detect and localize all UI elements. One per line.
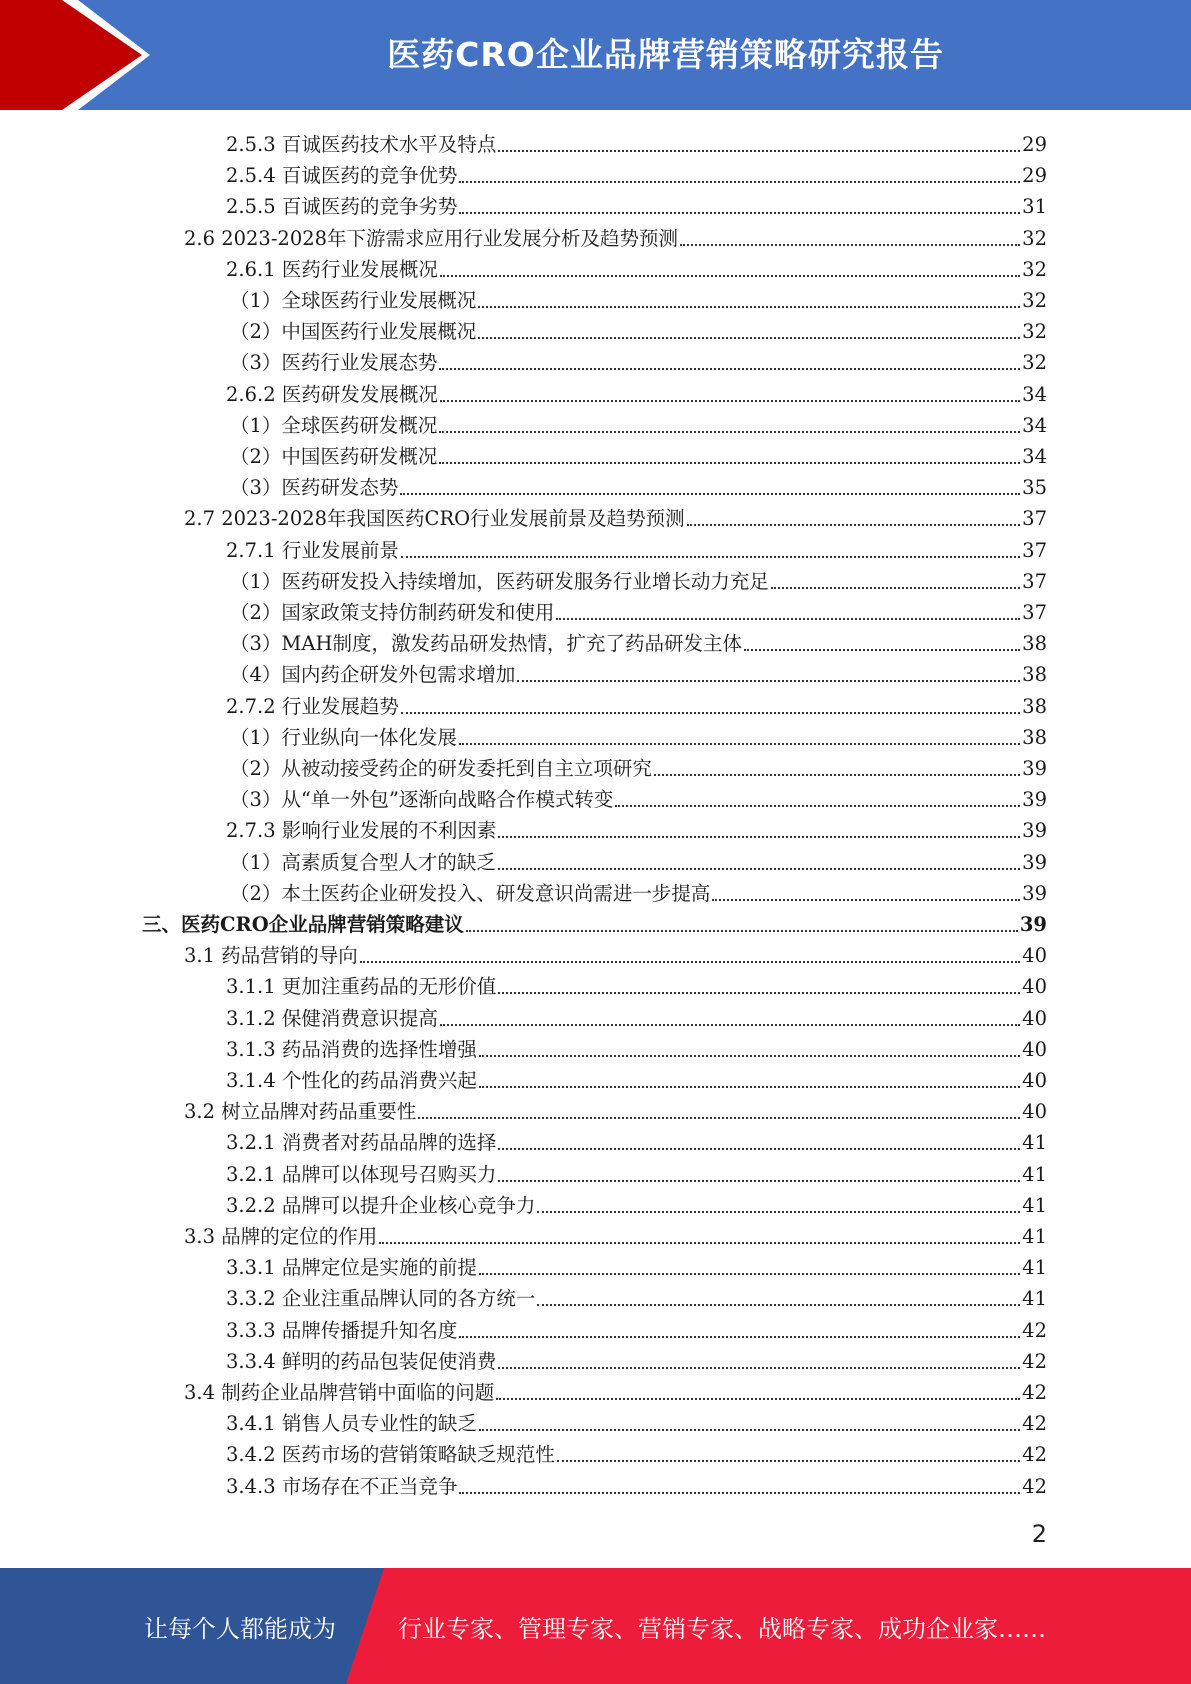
toc-entry[interactable] [226, 1156, 1047, 1187]
toc-entry[interactable] [226, 1468, 1047, 1499]
toc-entry-page: 38 [1022, 725, 1047, 749]
toc-entry[interactable] [226, 1031, 1047, 1062]
toc-entry[interactable] [230, 750, 1047, 781]
toc-dot-leader [556, 618, 1020, 620]
toc-entry-label: （3）从“单一外包”逐渐向战略合作模式转变 [230, 788, 614, 812]
toc-entry[interactable] [226, 968, 1047, 999]
toc-entry-label: （1）行业纵向一体化发展 [230, 725, 457, 749]
toc-entry[interactable] [230, 407, 1047, 438]
toc-dot-leader [498, 868, 1020, 870]
toc-entry-page: 40 [1022, 1006, 1047, 1030]
toc-entry-label: （1）高素质复合型人才的缺乏 [230, 850, 496, 874]
toc-dot-leader [440, 275, 1020, 277]
toc-dot-leader [498, 1180, 1020, 1182]
toc-entry-page: 34 [1022, 413, 1047, 437]
toc-entry-page: 40 [1022, 1069, 1047, 1092]
footer-slogan-right: 行业专家、管理专家、营销专家、战略专家、成功企业家…… [398, 1614, 1046, 1643]
toc-entry-page: 32 [1022, 351, 1047, 375]
toc-entry-label: 2.7.2 行业发展趋势 [226, 694, 399, 718]
toc-entry[interactable] [230, 594, 1047, 625]
page-header [0, 0, 1191, 110]
toc-entry[interactable] [184, 937, 1047, 968]
toc-entry[interactable] [184, 1218, 1047, 1249]
toc-entry-page: 40 [1022, 1037, 1047, 1061]
toc-entry[interactable] [226, 532, 1047, 563]
toc-entry-label: （3）医药行业发展态势 [230, 351, 438, 375]
toc-entry[interactable] [226, 1312, 1047, 1343]
toc-dot-leader [459, 1336, 1020, 1338]
page-footer [0, 1568, 1191, 1684]
toc-entry[interactable] [230, 563, 1047, 594]
toc-entry[interactable] [226, 1436, 1047, 1467]
toc-entry-page: 29 [1022, 133, 1047, 156]
toc-dot-leader [479, 1055, 1020, 1057]
toc-dot-leader [771, 587, 1020, 589]
toc-dot-leader [537, 1211, 1020, 1213]
toc-dot-leader [479, 1429, 1020, 1431]
toc-dot-leader [379, 1242, 1020, 1244]
toc-entry-page: 38 [1022, 632, 1047, 656]
toc-entry-label: 3.3.3 品牌传播提升知名度 [226, 1318, 458, 1342]
toc-entry-label: 3.1.1 更加注重药品的无形价值 [226, 975, 497, 999]
toc-entry-label: 2.5.4 百诚医药的竞争优势 [226, 164, 458, 188]
toc-entry-label: 3.1.4 个性化的药品消费兴起 [226, 1069, 477, 1092]
toc-entry-page: 34 [1022, 382, 1047, 406]
toc-entry-page: 42 [1022, 1474, 1047, 1498]
toc-entry-label: 2.5.5 百诚医药的竞争劣势 [226, 195, 458, 219]
toc-entry[interactable] [226, 251, 1047, 282]
toc-dot-leader [360, 961, 1020, 963]
toc-entry-label: 3.2.1 消费者对药品品牌的选择 [226, 1131, 497, 1155]
toc-entry[interactable] [230, 313, 1047, 344]
toc-dot-leader [496, 1398, 1020, 1400]
toc-entry[interactable] [226, 126, 1047, 157]
toc-entry-page: 39 [1022, 850, 1047, 874]
toc-entry-label: （2）中国医药行业发展概况 [230, 320, 477, 344]
toc-entry-label: 3.3.4 鲜明的药品包装促使消费 [226, 1349, 497, 1373]
toc-entry-page: 42 [1022, 1443, 1047, 1467]
toc-entry[interactable] [226, 812, 1047, 843]
toc-entry-page: 40 [1022, 1100, 1047, 1124]
toc-entry-label: 2.7.3 影响行业发展的不利因素 [226, 819, 497, 843]
toc-entry-page: 32 [1022, 226, 1047, 250]
toc-dot-leader [498, 992, 1020, 994]
toc-entry[interactable] [226, 1062, 1047, 1093]
toc-entry-page: 32 [1022, 289, 1047, 312]
toc-dot-leader [439, 431, 1020, 433]
toc-entry-page: 42 [1022, 1412, 1047, 1436]
toc-entry-label: （2）从被动接受药企的研发委托到自主立项研究 [230, 757, 652, 780]
toc-entry[interactable] [184, 220, 1047, 251]
toc-dot-leader [615, 805, 1020, 807]
toc-entry-label: 2.6.1 医药行业发展概况 [226, 257, 438, 281]
toc-entry[interactable] [230, 875, 1047, 906]
toc-entry[interactable] [226, 1405, 1047, 1436]
toc-entry-page: 41 [1022, 1225, 1047, 1248]
toc-entry[interactable] [142, 906, 1047, 937]
toc-dot-leader [440, 1024, 1020, 1026]
toc-entry-label: （2）中国医药研发概况 [230, 445, 438, 468]
toc-entry-label: 3.3.1 品牌定位是实施的前提 [226, 1256, 477, 1280]
toc-entry[interactable] [230, 844, 1047, 875]
toc-entry-page: 39 [1022, 788, 1047, 812]
toc-entry-label: 2.7 2023-2028年我国医药CRO行业发展前景及趋势预测 [184, 507, 685, 531]
toc-entry[interactable] [226, 688, 1047, 719]
toc-entry-page: 41 [1022, 1256, 1047, 1280]
toc-entry-page: 39 [1019, 913, 1047, 936]
toc-entry-page: 35 [1022, 476, 1047, 500]
toc-entry[interactable] [226, 157, 1047, 188]
toc-entry[interactable] [184, 500, 1047, 531]
toc-entry-page: 41 [1022, 1193, 1047, 1217]
toc-entry[interactable] [226, 1124, 1047, 1155]
toc-dot-leader [498, 1148, 1020, 1150]
toc-dot-leader [557, 1460, 1020, 1462]
toc-entry-label: 3.4.3 市场存在不正当竞争 [226, 1474, 458, 1498]
toc-dot-leader [401, 556, 1020, 558]
toc-entry-page: 34 [1022, 445, 1047, 468]
toc-entry-page: 37 [1022, 538, 1047, 562]
toc-entry-label: 3.2.1 品牌可以体现号召购买力 [226, 1162, 497, 1186]
toc-entry-label: 3.3.2 企业注重品牌认同的各方统一 [226, 1287, 536, 1311]
toc-entry-page: 39 [1022, 881, 1047, 905]
footer-slogan-left: 让每个人都能成为 [144, 1614, 336, 1643]
toc-entry[interactable] [226, 1280, 1047, 1311]
toc-entry-label: （2）本土医药企业研发投入、研发意识尚需进一步提高 [230, 881, 711, 905]
toc-entry-label: 三、医药CRO企业品牌营销策略建议 [142, 913, 464, 936]
toc-entry[interactable] [184, 1374, 1047, 1405]
toc-entry-label: 3.1.3 药品消费的选择性增强 [226, 1037, 477, 1061]
toc-entry-label: （3）医药研发态势 [230, 476, 399, 500]
toc-entry-page: 42 [1022, 1381, 1047, 1404]
toc-entry[interactable] [230, 625, 1047, 656]
toc-entry[interactable] [226, 376, 1047, 407]
toc-entry-page: 39 [1022, 819, 1047, 843]
toc-dot-leader [459, 212, 1020, 214]
toc-entry-page: 37 [1022, 569, 1047, 593]
toc-entry-page: 32 [1022, 257, 1047, 281]
toc-entry-label: 3.4.1 销售人员专业性的缺乏 [226, 1412, 477, 1436]
toc-entry-label: （4）国内药企研发外包需求增加 [230, 663, 516, 687]
toc-dot-leader [537, 1304, 1020, 1306]
toc-entry[interactable] [226, 1187, 1047, 1218]
toc-entry-page: 42 [1022, 1349, 1047, 1373]
toc-entry-label: 3.3 品牌的定位的作用 [184, 1225, 378, 1248]
toc-entry-page: 37 [1022, 507, 1047, 531]
toc-dot-leader [418, 1117, 1020, 1119]
toc-entry-label: 3.2.2 品牌可以提升企业核心竞争力 [226, 1193, 536, 1217]
toc-dot-leader [479, 1086, 1020, 1088]
toc-dot-leader [459, 743, 1020, 745]
toc-entry[interactable] [184, 1093, 1047, 1124]
toc-dot-leader [439, 462, 1020, 464]
toc-entry[interactable] [226, 1343, 1047, 1374]
toc-dot-leader [712, 899, 1020, 901]
toc-entry-page: 38 [1022, 694, 1047, 718]
toc-entry-label: （1）全球医药研发概况 [230, 413, 438, 437]
toc-entry-page: 41 [1022, 1162, 1047, 1186]
toc-entry-label: （1）全球医药行业发展概况 [230, 289, 477, 312]
toc-entry-page: 38 [1022, 663, 1047, 687]
toc-entry[interactable] [230, 781, 1047, 812]
toc-entry-label: 3.1.2 保健消费意识提高 [226, 1006, 438, 1030]
toc-entry-label: （3）MAH制度，激发药品研发热情，扩充了药品研发主体 [230, 632, 742, 656]
toc-entry[interactable] [230, 719, 1047, 750]
toc-dot-leader [687, 524, 1021, 526]
toc-entry-label: 2.6.2 医药研发发展概况 [226, 382, 438, 406]
toc-entry-label: 3.2 树立品牌对药品重要性 [184, 1100, 417, 1124]
toc-entry-page: 42 [1022, 1318, 1047, 1342]
toc-dot-leader [517, 680, 1020, 682]
page-number: 2 [1031, 1520, 1047, 1548]
toc-entry[interactable] [230, 656, 1047, 687]
toc-dot-leader [654, 774, 1020, 776]
toc-entry-page: 37 [1022, 601, 1047, 624]
toc-entry[interactable] [226, 188, 1047, 219]
toc-dot-leader [498, 836, 1020, 838]
toc-dot-leader [439, 368, 1020, 370]
toc-entry-page: 41 [1022, 1131, 1047, 1155]
toc-entry[interactable] [230, 438, 1047, 469]
toc-dot-leader [680, 244, 1020, 246]
toc-entry-page: 40 [1022, 975, 1047, 999]
toc-dot-leader [478, 337, 1020, 339]
toc-dot-leader [744, 649, 1020, 651]
toc-entry-label: 3.1 药品营销的导向 [184, 944, 358, 968]
toc-entry-label: 2.7.1 行业发展前景 [226, 538, 399, 562]
toc-entry-page: 31 [1022, 195, 1047, 219]
toc-dot-leader [459, 181, 1020, 183]
toc-entry-page: 29 [1022, 164, 1047, 188]
toc-entry-page: 41 [1022, 1287, 1047, 1311]
toc-entry-label: 3.4.2 医药市场的营销策略缺乏规范性 [226, 1443, 555, 1467]
toc-dot-leader [498, 1367, 1020, 1369]
toc-entry-label: 3.4 制药企业品牌营销中面临的问题 [184, 1381, 495, 1404]
toc-entry-label: （1）医药研发投入持续增加，医药研发服务行业增长动力充足 [230, 569, 769, 593]
toc-entry[interactable] [230, 282, 1047, 313]
toc-dot-leader [466, 930, 1018, 932]
toc-entry-label: 2.6 2023-2028年下游需求应用行业发展分析及趋势预测 [184, 226, 679, 250]
toc-entry[interactable] [230, 469, 1047, 500]
toc-dot-leader [478, 306, 1020, 308]
toc-entry[interactable] [226, 1249, 1047, 1280]
toc-entry-label: 2.5.3 百诚医药技术水平及特点 [226, 133, 497, 156]
toc-dot-leader [479, 1273, 1020, 1275]
toc-entry-page: 32 [1022, 320, 1047, 344]
toc-entry-page: 39 [1022, 757, 1047, 780]
toc-entry-label: （2）国家政策支持仿制药研发和使用 [230, 601, 555, 624]
toc-entry[interactable] [226, 1000, 1047, 1031]
toc-dot-leader [401, 712, 1020, 714]
toc-dot-leader [459, 1492, 1020, 1494]
toc-dot-leader [440, 400, 1020, 402]
toc-dot-leader [498, 150, 1020, 152]
toc-entry-page: 40 [1022, 944, 1047, 968]
red-arrow-icon [0, 0, 150, 110]
report-title: 医药CRO企业品牌营销策略研究报告 [387, 34, 944, 74]
toc-entry[interactable] [230, 344, 1047, 375]
toc-dot-leader [400, 493, 1020, 495]
